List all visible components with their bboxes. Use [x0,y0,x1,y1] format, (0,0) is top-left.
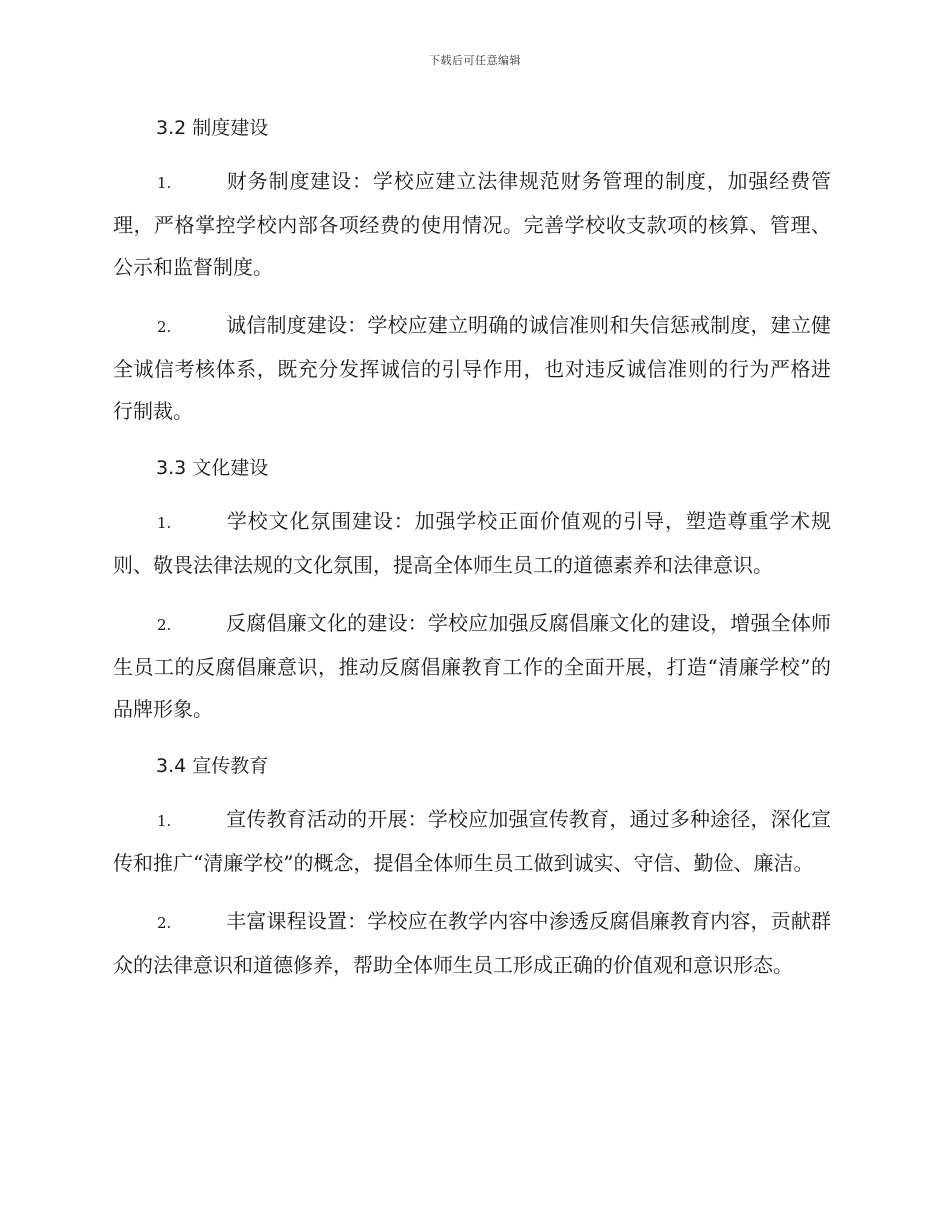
section-heading: 3.4 宣传教育 [156,755,269,777]
list-item [113,500,831,586]
section-3-2 [113,108,831,432]
item-number: 2. [157,914,172,932]
item-text: 宣传教育活动的开展：学校应加强宣传教育，通过多种途径，深化宣传和推广“清廉学校”的概念，提倡全体师生员工做到诚实、守信、勤俭、廉洁。 [113,807,831,875]
list-item [113,304,831,432]
item-text: 丰富课程设置：学校应在教学内容中渗透反腐倡廉教育内容，贡献群众的法律意识和道德修养，帮助全体师生员工形成正确的价值观和意识形态。 [113,909,831,977]
item-number: 2. [157,616,172,634]
item-text: 反腐倡廉文化的建设：学校应加强反腐倡廉文化的建设，增强全体师生员工的反腐倡廉意识，推动反腐倡廉教育工作的全面开展，打造“清廉学校”的品牌形象。 [113,611,831,721]
list-item [113,160,831,288]
section-3-4 [113,746,831,986]
section-3-3 [113,448,831,730]
item-text: 诚信制度建设：学校应建立明确的诚信准则和失信惩戒制度，建立健全诚信考核体系，既充分发挥诚信的引导作用，也对违反诚信准则的行为严格进行制裁。 [113,313,831,423]
page-header: 下载后可任意编辑 [429,54,521,67]
list-item [113,602,831,730]
item-text: 财务制度建设：学校应建立法律规范财务管理的制度，加强经费管理，严格掌控学校内部各项经费的使用情况。完善学校收支款项的核算、管理、公示和监督制度。 [113,169,831,279]
item-number: 2. [157,318,172,336]
item-number: 1. [157,514,172,532]
section-heading: 3.2 制度建设 [156,117,269,139]
item-number: 1. [157,812,172,830]
section-heading: 3.3 文化建设 [156,457,269,479]
document-body [113,108,831,1002]
item-text: 学校文化氛围建设：加强学校正面价值观的引导，塑造尊重学术规则、敬畏法律法规的文化氛围，提高全体师生员工的道德素养和法律意识。 [113,509,831,577]
list-item [113,900,831,986]
item-number: 1. [157,174,172,192]
list-item [113,798,831,884]
